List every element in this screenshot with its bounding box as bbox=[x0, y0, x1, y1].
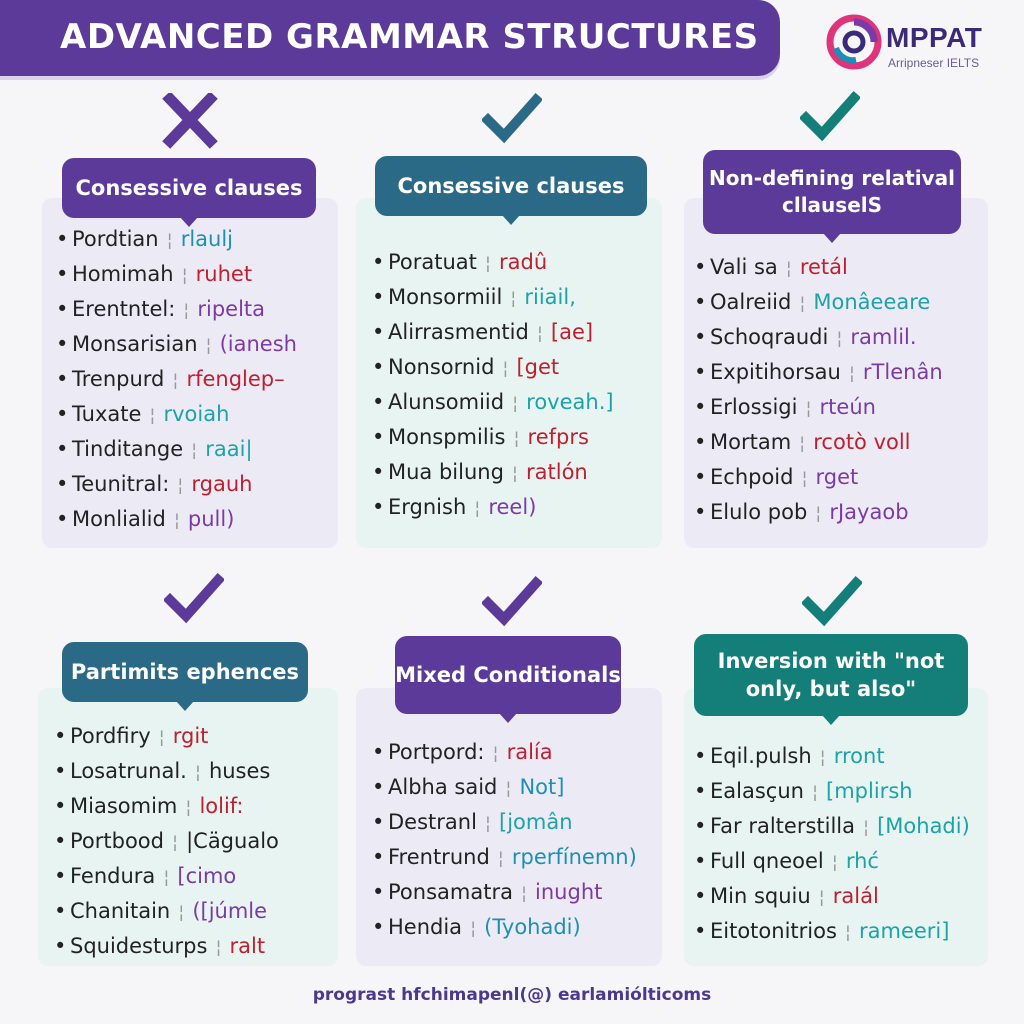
list-item: • Trenpurd ¦ rfengleр– bbox=[56, 367, 285, 391]
list-item: • Tinditange ¦ raai| bbox=[56, 437, 253, 461]
list-item: • Alunsomiid ¦ roveah.] bbox=[372, 390, 614, 414]
card-list bbox=[372, 245, 614, 525]
logo-name: MPPAT bbox=[886, 22, 983, 53]
checkmark-icon bbox=[802, 575, 862, 631]
card-list bbox=[694, 250, 943, 530]
list-item: • Squidesturps ¦ ralt bbox=[54, 934, 266, 958]
card-title: Mixed Conditionals bbox=[395, 636, 621, 714]
list-item: • Mortam ¦ rcotò voll bbox=[694, 430, 911, 454]
list-item: • Pordtian ¦ rlaulj bbox=[56, 227, 234, 251]
list-item: • Full qneoel ¦ rhć bbox=[694, 849, 879, 873]
list-item: • Erentntel: ¦ ripelta bbox=[56, 297, 266, 321]
checkmark-icon bbox=[482, 92, 542, 148]
list-item: • Pordfiry ¦ rgit bbox=[54, 724, 209, 748]
list-item: • Portbood ¦ |Cägualo bbox=[54, 829, 279, 853]
list-item: • Schoqraudi ¦ ramlil. bbox=[694, 325, 917, 349]
list-item: • Eqil.pulsh ¦ rront bbox=[694, 744, 885, 768]
list-item: • Teunitral: ¦ rgauh bbox=[56, 472, 253, 496]
card-list bbox=[372, 735, 637, 945]
page-title: ADVANCED GRAMMAR STRUCTURES bbox=[60, 17, 759, 57]
list-item: • Homimah ¦ ruhet bbox=[56, 262, 253, 286]
list-item: • Chanitain ¦ ([júmle bbox=[54, 899, 268, 923]
checkmark-icon bbox=[482, 575, 542, 631]
title-banner bbox=[0, 0, 780, 76]
list-item: • Monspmilis ¦ refprs bbox=[372, 425, 589, 449]
card-title: Consessive clauses bbox=[375, 156, 647, 216]
list-item: • Tuxate ¦ rvoiah bbox=[56, 402, 230, 426]
list-item: • Alirrasmentid ¦ [ae] bbox=[372, 320, 594, 344]
list-item: • Vali sa ¦ retál bbox=[694, 255, 848, 279]
checkmark-icon bbox=[164, 572, 224, 628]
list-item: • Mua bilung ¦ ratlón bbox=[372, 460, 588, 484]
list-item: • Echpoid ¦ rget bbox=[694, 465, 859, 489]
list-item: • Erlossigi ¦ rteún bbox=[694, 395, 876, 419]
list-item: • Nonsornid ¦ [get bbox=[372, 355, 560, 379]
list-item: • Monsormiil ¦ riiail, bbox=[372, 285, 576, 309]
logo-swirl-icon bbox=[826, 14, 882, 70]
list-item: • Frentrund ¦ rperfínemn) bbox=[372, 845, 637, 869]
list-item: • Eitotonitrios ¦ rameeri] bbox=[694, 919, 950, 943]
logo-subtitle: Arripneser IELTS bbox=[888, 56, 980, 70]
list-item: • Ergnish ¦ reel) bbox=[372, 495, 537, 519]
card-title: Consessive clauses bbox=[62, 158, 316, 218]
list-item: • Expitihorsau ¦ rTlenân bbox=[694, 360, 943, 384]
list-item: • Elulo pob ¦ rJayaob bbox=[694, 500, 909, 524]
checkmark-icon bbox=[800, 90, 860, 146]
cross-icon bbox=[160, 93, 220, 149]
card-title: Inversion with "not only, but also" bbox=[694, 634, 968, 716]
footer-url[interactable]: prograst hfchimapenl(@) earlamiólticoms bbox=[312, 985, 712, 1005]
card-list bbox=[56, 222, 297, 537]
list-item: • Monlialid ¦ pull) bbox=[56, 507, 235, 531]
list-item: • Ealasçun ¦ [mplirsh bbox=[694, 779, 913, 803]
list-item: • Portpord: ¦ ralía bbox=[372, 740, 553, 764]
list-item: • Albha said ¦ Not] bbox=[372, 775, 565, 799]
list-item: • Far ralterstilla ¦ [Mohadi) bbox=[694, 814, 970, 838]
list-item: • Destranl ¦ [jomân bbox=[372, 810, 573, 834]
card-title: Partimits ephences bbox=[62, 642, 308, 702]
list-item: • Fendura ¦ [cimo bbox=[54, 864, 237, 888]
list-item: • Monsarisian ¦ (ianesh bbox=[56, 332, 297, 356]
list-item: • Hendia ¦ (Tyohadi) bbox=[372, 915, 581, 939]
list-item: • Oalreiid ¦ Monâeeare bbox=[694, 290, 931, 314]
brand-logo bbox=[826, 14, 1016, 74]
list-item: • Min squiu ¦ ralál bbox=[694, 884, 879, 908]
list-item: • Ponsamatra ¦ inught bbox=[372, 880, 603, 904]
card-list bbox=[54, 719, 279, 964]
list-item: • Losatrunal. ¦ huses bbox=[54, 759, 271, 783]
list-item: • Miasomim ¦ lolif: bbox=[54, 794, 244, 818]
card-list bbox=[694, 739, 970, 949]
card-title: Non-defining relatival cllauselS bbox=[703, 150, 961, 234]
list-item: • Poratuat ¦ radû bbox=[372, 250, 548, 274]
